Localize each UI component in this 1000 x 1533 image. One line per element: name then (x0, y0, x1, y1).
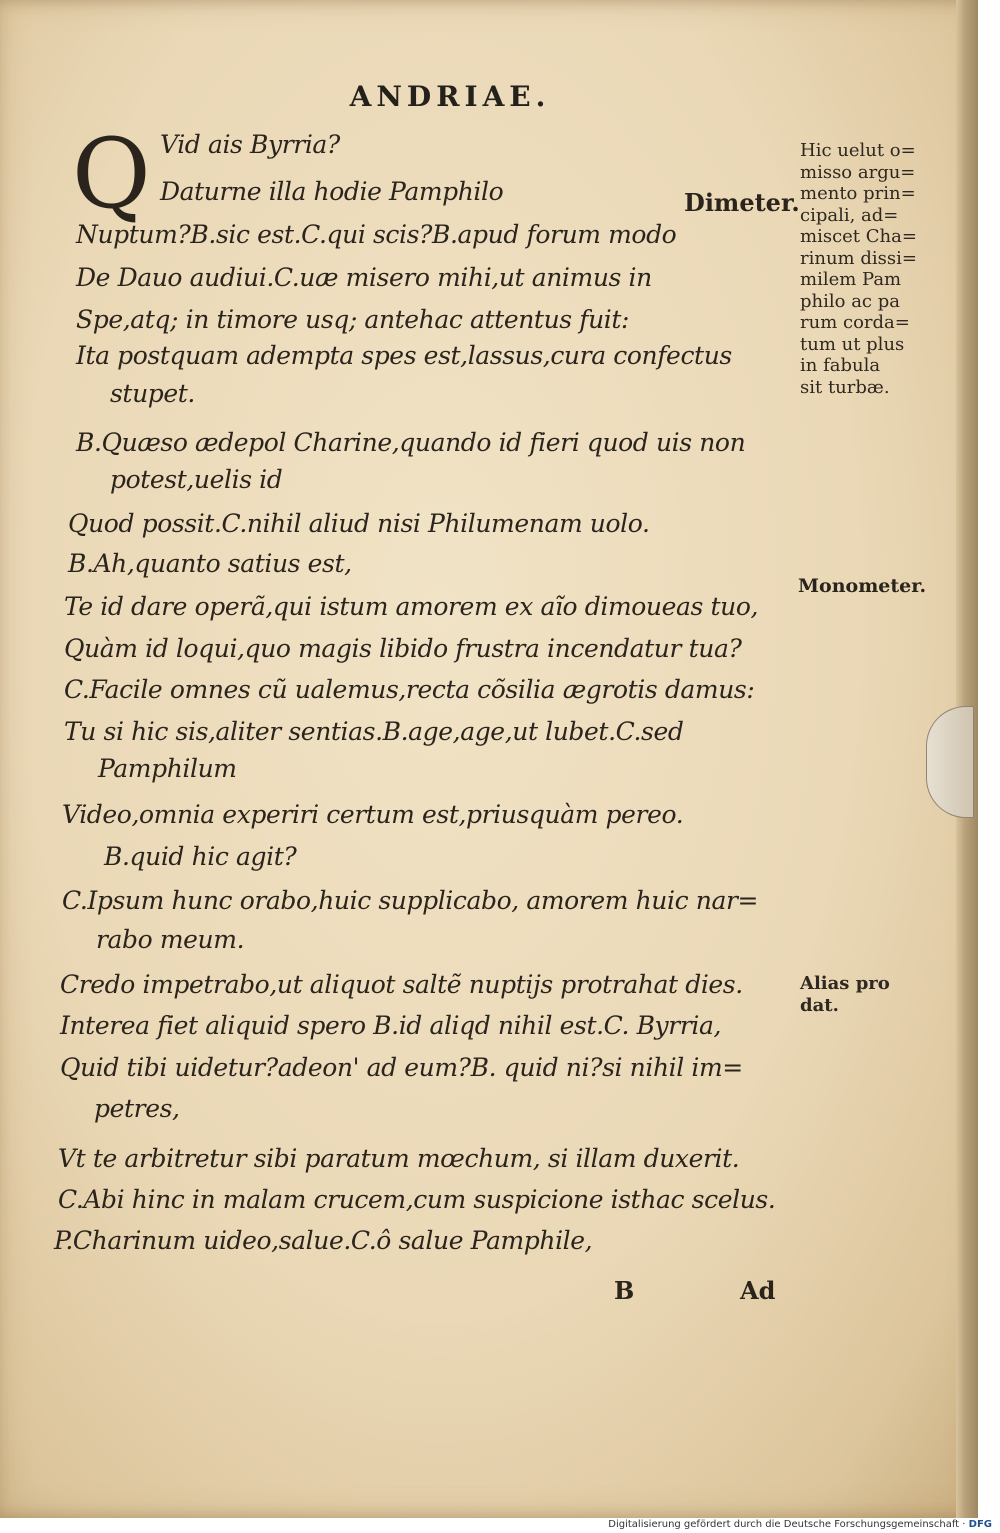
text-line: Pamphilum (98, 754, 237, 783)
text-line: Quod possit.C.nihil aliud nisi Philumenam uolo. (68, 509, 650, 538)
note-line: miscet Cha= (800, 226, 917, 247)
text-line: Spe,atq; in timore usq; antehac attentus fuit: (76, 305, 630, 334)
running-header: ANDRIAE. (349, 80, 551, 113)
text-line: Quid tibi uidetur?adeon' ad eum?B. quid ni?si nihil im= (60, 1053, 743, 1082)
note-line: milem Pam (800, 269, 902, 290)
drop-capital: Q (72, 118, 151, 230)
bookmark-tab (926, 706, 974, 818)
note-line: mento prin= (800, 183, 916, 204)
text-line: Vid ais Byrria? (160, 130, 340, 159)
marginal-note (800, 140, 960, 398)
text-line: Nuptum?B.sic est.C.qui scis?B.apud forum modo (76, 220, 677, 249)
note-line: rum corda= (800, 312, 910, 333)
dfg-logo-icon: DFG (968, 1519, 992, 1530)
note-line: in fabula (800, 355, 881, 376)
text-line: Ita postquam adempta spes est,lassus,cura confectus (76, 341, 732, 370)
meter-label-dimeter: Dimeter. (684, 188, 800, 217)
text-line: Video,omnia experiri certum est,priusquàm pereo. (62, 800, 684, 829)
text-line: Te id dare operã,qui istum amorem ex aĩo dimoueas tuo, (64, 592, 759, 621)
note-line: rinum dissi= (800, 247, 917, 269)
text-line: petres, (94, 1094, 180, 1123)
footer-credit: Digitalisierung gefördert durch die Deutsche Forschungsgemeinschaft · DFG (608, 1519, 992, 1530)
note-line: sit turbæ. (800, 376, 890, 398)
text-line: Tu si hic sis,aliter sentias.B.age,age,ut lubet.C.sed (64, 717, 684, 746)
text-line: B.Ah,quanto satius est, (68, 549, 352, 578)
text-line: C.Abi hinc in malam crucem,cum suspicione isthac scelus. (58, 1185, 776, 1214)
note-line: misso argu= (800, 161, 916, 183)
footer-text: Digitalisierung gefördert durch die Deutsche Forschungsgemeinschaft (608, 1519, 960, 1530)
text-line: De Dauo audiui.C.uæ misero mihi,ut animus in (76, 263, 652, 292)
note-line: tum ut plus (800, 333, 905, 355)
text-line: B.quid hic agit? (104, 842, 297, 871)
note-line: cipali, ad= (800, 204, 899, 226)
marginal-note (800, 973, 960, 1016)
catchword: Ad (740, 1276, 776, 1305)
text-line: Quàm id loqui,quo magis libido frustra incendatur tua? (64, 634, 742, 663)
text-line: C.Ipsum hunc orabo,huic supplicabo, amorem huic nar= (62, 886, 759, 915)
text-line: B.Quæso ædepol Charine,quando id fieri quod uis non (76, 428, 746, 457)
text-line: Daturne illa hodie Pamphilo (160, 177, 504, 206)
text-line: stupet. (110, 379, 195, 408)
text-line: rabo meum. (96, 925, 245, 954)
text-line: Interea fiet aliquid spero B.id aliqd nihil est.C. Byrria, (60, 1011, 722, 1040)
text-line: Vt te arbitretur sibi paratum mœchum, si illam duxerit. (58, 1144, 740, 1173)
text-line: Credo impetrabo,ut aliquot saltẽ nuptijs protrahat dies. (60, 970, 743, 999)
text-line: C.Facile omnes cũ ualemus,recta cõsilia ægrotis damus: (64, 675, 755, 704)
note-line: Alias pro (800, 973, 890, 994)
text-line: P.Charinum uideo,salue.C.ô salue Pamphile, (54, 1226, 593, 1255)
meter-label-monometer: Monometer. (798, 575, 927, 597)
signature-mark: B (614, 1276, 635, 1305)
text-line: potest,uelis id (110, 465, 283, 494)
note-line: Hic uelut o= (800, 140, 916, 161)
note-line: dat. (800, 994, 839, 1016)
note-line: philo ac pa (800, 290, 900, 312)
